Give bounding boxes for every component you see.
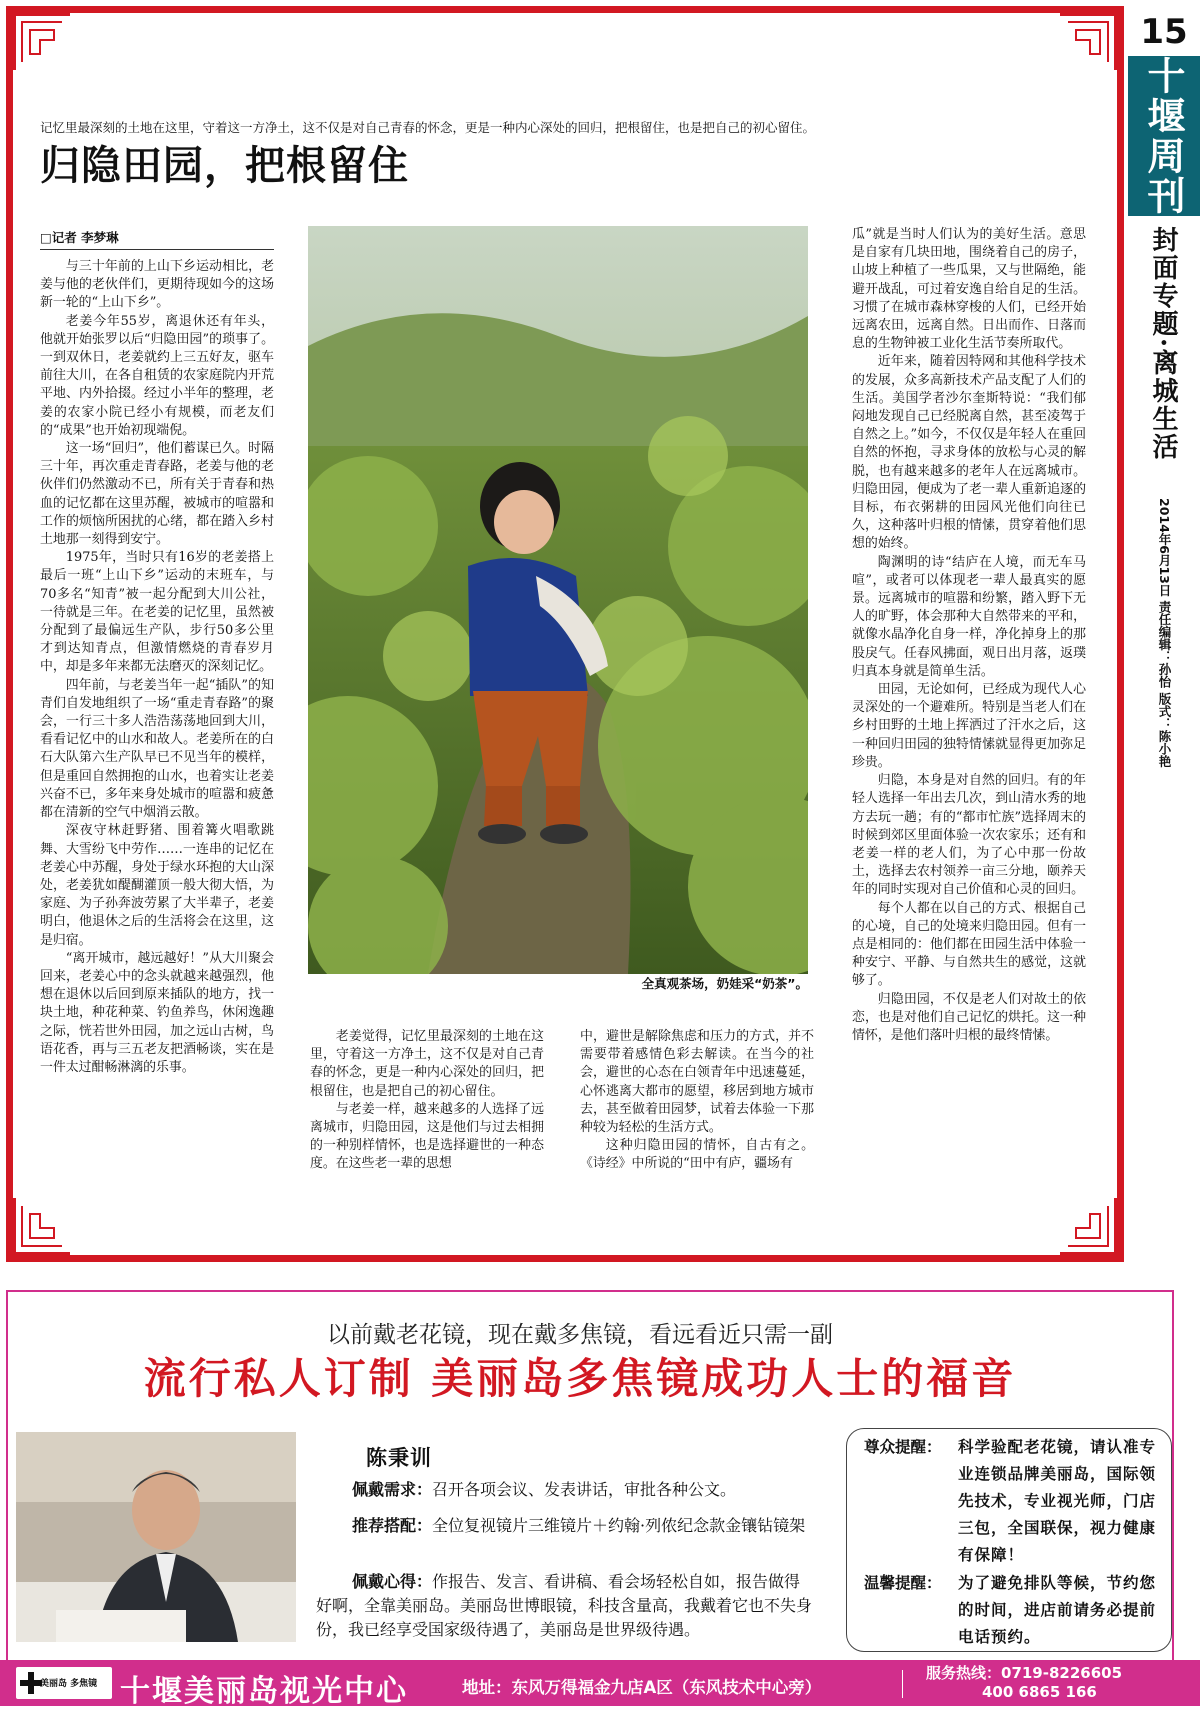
page-number: 15 xyxy=(1140,12,1188,52)
footer-divider xyxy=(902,1670,903,1698)
footer-hotline-1: 服务热线：0719-8226605 xyxy=(926,1664,1123,1682)
paragraph: 田园，无论如何，已经成为现代人心灵深处的一个避难所。特别是当老人们在乡村田野的土地上挥洒过了汗水之后，这一种回归田园的独特情愫就显得更加弥足珍贵。 xyxy=(852,682,1086,770)
paragraph: 与三十年前的上山下乡运动相比，老姜与他的老伙伴们，更期待现如今的这场新一轮的“上山下乡”。 xyxy=(40,259,274,311)
ad-tagline: 以前戴老花镜，现在戴多焦镜，看远看近只需一副 xyxy=(327,1322,833,1348)
photo-caption: 全真观茶场，奶娃采“奶茶”。 xyxy=(641,976,808,991)
paragraph: 中，避世是解除焦虑和压力的方式，并不需要带着感情色彩去解读。在当今的社会，避世的心态在白领青年中迅速蔓延，心怀逃离大都市的愿望，移居到地方城市去，甚至做着田园梦，试着去体验一下那种较为轻松的生活方式。 xyxy=(580,1029,814,1136)
ad-person-name: 陈秉训 xyxy=(366,1445,432,1470)
paragraph: 这一场“回归”，他们蓄谋已久。时隔三十年，再次重走青春路，老姜与他的老伙伴们仍然激动不已，所有关于青春和热血的记忆都在这里苏醒，被城市的喧嚣和工作的烦恼所困扰的心绪，都在踏入乡村土地那一刻得到安宁。 xyxy=(40,441,274,548)
paragraph: 老姜觉得，记忆里最深刻的土地在这里，守着这一方净土，这不仅是对自己青春的怀念，更是一种内心深处的回归，把根留住，也是把自己的初心留住。 xyxy=(310,1029,544,1099)
paragraph: 老姜今年55岁，离退休还有年头，他就开始张罗以后“归隐田园”的琐事了。一到双休日，老姜就约上三五好友，驱车前往大川，在各自租赁的农家庭院内开荒平地、内外拾掇。经过小半年的整理，老姜的农家小院已经小有规模，而老友们的“成果”也开始初现端倪。 xyxy=(40,313,274,438)
ad-tip-1-label: 尊众提醒： xyxy=(864,1438,942,1456)
paragraph: 归隐，本身是对自然的回归。有的年轻人选择一年出去几次，到山清水秀的地方去玩一趟；有的“都市忙族”选择周末的时候到郊区里面体验一次农家乐；还有和老姜一样的老人们，为了心中那一份故土，选择去农村领养一亩三分地，颐养天年的同时实现对自己价值和心灵的回归。 xyxy=(852,773,1086,898)
paragraph: 归隐田园，不仅是老人们对故土的依恋，也是对他们自己记忆的烘托。这一种情怀，是他们落叶归根的最终情愫。 xyxy=(852,991,1086,1043)
ad-need-label: 佩戴需求： xyxy=(352,1480,433,1499)
paragraph: 陶渊明的诗“结庐在人境，而无车马喧”，或者可以体现老一辈人最真实的愿景。远离城市的喧嚣和纷繁，踏入野下无人的旷野，体会那种大自然带来的平和，就像水晶净化自身一样，净化掉身上的那股戾气。任春风拂面，观日出月落，返璞归真本身就是简单生活。 xyxy=(852,554,1086,679)
article-byline: □记者 李梦琳 xyxy=(40,228,274,250)
article-column-2b xyxy=(580,1028,814,1218)
footer-store-name: 十堰美丽岛视光中心 xyxy=(120,1674,408,1709)
corner-ornament-icon xyxy=(1058,12,1118,72)
paragraph: 近年来，随着因特网和其他科学技术的发展，众多高新技术产品支配了人们的生活。美国学者沙尔奎斯特说：“我们郁闷地发现自己已经脱离自然，甚至凌驾于自然之上。”如今，不仅仅是年轻人在重回自然的怀抱，寻求身体的放松与心灵的解脱，也有越来越多的老年人在远离城市。归隐田园，便成为了老一辈人重新追逐的目标，布衣粥耕的田园风光他们向往已久，这种落叶归根的情愫，贯穿着他们思想的始终。 xyxy=(852,354,1086,552)
ad-tip-1 xyxy=(864,1434,1164,1569)
paragraph: “离开城市，越远越好！”从大川聚会回来，老姜心中的念头就越来越强烈，他想在退休以后回到原来插队的地方，找一块土地，种花种菜、钓鱼养鸟，休闲逸趣之际，恍若世外田园，加之远山古树，鸟语花香，再与三五老友把酒畅谈，实在是一件太过酣畅淋漓的乐事。 xyxy=(40,950,274,1075)
corner-ornament-icon xyxy=(12,12,72,72)
ad-feel xyxy=(316,1570,816,1642)
paragraph: 每个人都在以自己的方式、根据自己的心境，自己的处境来归隐田园。但有一点是相同的：他们都在田园生活中体验一种安宁、平静、与自然共生的感觉，这就够了。 xyxy=(852,900,1086,989)
section-label: 封面专题·离城生活 xyxy=(1148,226,1178,462)
cross-logo-icon xyxy=(20,1672,42,1694)
ad-match-value: 全位复视镜片三维镜片＋约翰·列侬纪念款金镶钻镜架 xyxy=(432,1516,806,1535)
ad-tip-2-label: 温馨提醒： xyxy=(864,1574,942,1592)
ad-match-label: 推荐搭配： xyxy=(352,1516,433,1535)
paragraph: 1975年，当时只有16岁的老姜搭上最后一班“上山下乡”运动的末班车，与70多名“知青”被一起分配到大川公社，一待就是三年。在老姜的记忆里，虽然被分配到了最偏远生产队，步行50多公里才到达知青点，但激情燃烧的青春岁月中，却是多年来都无法磨灭的深刻记忆。 xyxy=(40,550,274,675)
article-column-1 xyxy=(40,258,274,1218)
masthead-title: 十堰周刊 xyxy=(1141,56,1186,216)
paragraph: 四年前，与老姜当年一起“插队”的知青们自发地组织了一场“重走青春路”的聚会，一行三十多人浩浩荡荡地回到大川，看看记忆中的山水和故人。老姜所在的白石大队第六生产队早已不见当年的模样，但是重回自然拥抱的山水，也着实让老姜兴奋不已，多年来身处城市的喧嚣和疲惫都在清新的空气中烟消云散。 xyxy=(40,677,274,821)
article-column-2a xyxy=(310,1028,544,1218)
ad-tip-2-value: 为了避免排队等候，节约您的时间，进店前请务必提前电话预约。 xyxy=(958,1574,1157,1646)
footer-hotline xyxy=(926,1664,1122,1702)
footer-logo-text: 美丽岛 多焦镜 xyxy=(40,1679,98,1689)
ad-match xyxy=(316,1514,816,1538)
paragraph: 瓜”就是当时人们认为的美好生活。意思是自家有几块田地，围绕着自己的房子，山坡上种植了一些瓜果，又与世隔绝，能避开战乱，可过着安逸自给自足的生活。习惯了在城市森林穿梭的人们，已经开始远离农田，远离自然。日出而作、日落而息的生物钟被工业化生活节奏所取代。 xyxy=(852,227,1086,352)
footer-address: 地址：东风万得福金九店A区（东风技术中心旁） xyxy=(462,1678,822,1697)
ad-headline: 流行私人订制 美丽岛多焦镜成功人士的福音 xyxy=(143,1354,1017,1403)
article-lede: 记忆里最深刻的土地在这里，守着这一方净土，这不仅是对自己青春的怀念，更是一种内心深处的回归，把根留住，也是把自己的初心留住。 xyxy=(40,120,816,135)
ad-need xyxy=(316,1478,816,1502)
ad-tip-2 xyxy=(864,1570,1164,1651)
paragraph: 与老姜一样，越来越多的人选择了远离城市，归隐田园，这是他们与过去相拥的一种别样情怀，也是选择避世的一种态度。在这些老一辈的思想 xyxy=(310,1101,544,1172)
article-photo xyxy=(308,226,808,974)
article-column-3 xyxy=(852,226,1086,1226)
paragraph: 这种归隐田园的情怀，自古有之。《诗经》中所说的“田中有庐，疆场有 xyxy=(580,1138,814,1172)
paragraph: 深夜守林赶野猪、围着篝火唱歌跳舞、大雪纷飞中劳作……一连串的记忆在老姜心中苏醒，身处于绿水环抱的大山深处，老姜犹如醍醐灌顶一般大彻大悟，为家庭、为子孙奔波劳累了大半辈子，老姜明白，他退休之后的生活将会在这里，这是归宿。 xyxy=(40,823,274,948)
ad-feel-label: 佩戴心得： xyxy=(352,1572,433,1591)
ad-need-value: 召开各项会议、发表讲话，审批各种公文。 xyxy=(432,1480,737,1499)
ad-feel-value: 作报告、发言、看讲稿、看会场轻松自如，报告做得好啊，全靠美丽岛。美丽岛世博眼镜，科技含量高，我戴着它也不失身份，我已经享受国家级待遇了，美丽岛是世界级待遇。 xyxy=(316,1572,813,1639)
ad-tip-1-value: 科学验配老花镜，请认准专业连锁品牌美丽岛，国际领先技术，专业视光师，门店三包，全国联保，视力健康有保障！ xyxy=(958,1438,1157,1564)
ad-portrait-photo xyxy=(16,1432,296,1642)
date-editor-line: 2014年6月13日 责任编辑：孙怡 版式：陈小艳 xyxy=(1157,498,1172,768)
article-headline: 归隐田园，把根留住 xyxy=(40,142,409,189)
footer-hotline-2: 400 6865 166 xyxy=(982,1683,1097,1701)
